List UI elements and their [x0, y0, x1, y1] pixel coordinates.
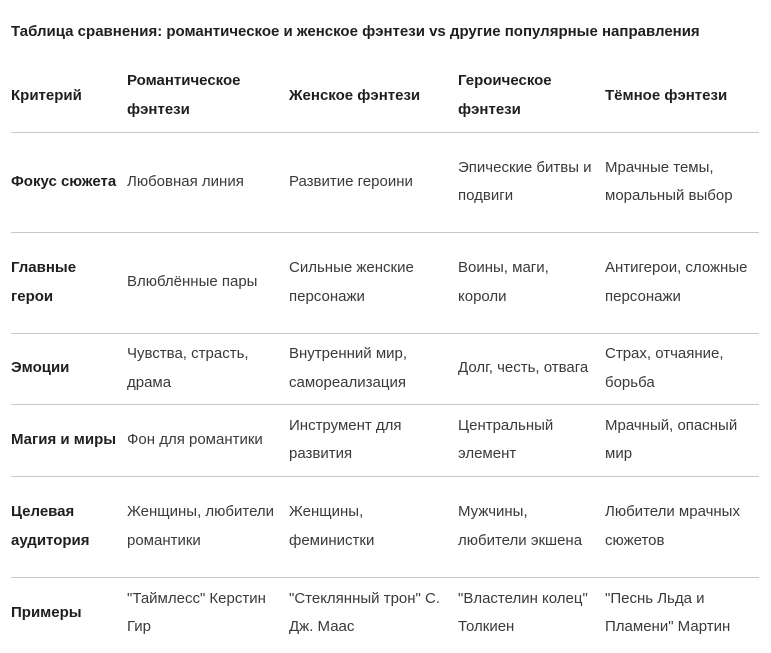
table-cell: Влюблённые пары — [127, 232, 289, 333]
row-label: Магия и миры — [11, 404, 127, 476]
table-row — [11, 232, 759, 333]
table-row — [11, 132, 759, 232]
table-cell: Центральный элемент — [458, 404, 605, 476]
table-row — [11, 333, 759, 404]
header-female-fantasy: Женское фэнтези — [289, 60, 458, 132]
table-row — [11, 476, 759, 577]
table-cell: Инструмент для развития — [289, 404, 458, 476]
table-cell: "Таймлесс" Керстин Гир — [127, 589, 266, 636]
table-cell: Воины, маги, короли — [458, 232, 605, 333]
header-dark-fantasy: Тёмное фэнтези — [605, 60, 759, 132]
row-label: Главные герои — [11, 232, 127, 333]
table-row — [11, 577, 759, 649]
table-cell: Эпические битвы и подвиги — [458, 132, 605, 232]
table-cell: Чувства, страсть, драма — [127, 333, 289, 404]
table-cell: "Властелин колец" Толкиен — [458, 589, 588, 636]
table-cell: Мрачный, опасный мир — [605, 404, 759, 476]
table-cell: Мужчины, любители экшена — [458, 476, 605, 577]
row-label: Примеры — [11, 604, 82, 621]
row-label: Фокус сюжета — [11, 132, 127, 232]
header-heroic-fantasy: Героическое фэнтези — [458, 60, 605, 132]
table-cell: "Стеклянный трон" С. Дж. Маас — [289, 589, 441, 636]
table-cell: Женщины, феминистки — [289, 476, 458, 577]
table-cell: Любители мрачных сюжетов — [605, 476, 759, 577]
table-cell: Страх, отчаяние, борьба — [605, 333, 759, 404]
table-cell: Любовная линия — [127, 132, 289, 232]
table-cell: Мрачные темы, моральный выбор — [605, 132, 759, 232]
table-header-row — [11, 60, 759, 132]
row-label: Целевая аудитория — [11, 476, 127, 577]
table-cell: Женщины, любители романтики — [127, 476, 289, 577]
header-criterion: Критерий — [11, 60, 127, 132]
table-cell: "Песнь Льда и Пламени" Мартин — [605, 589, 731, 636]
table-cell: Развитие героини — [289, 132, 458, 232]
row-label: Эмоции — [11, 333, 127, 404]
table-cell: Долг, честь, отвага — [458, 333, 605, 404]
table-caption: Таблица сравнения: романтическое и женское фэнтези vs другие популярные направления — [11, 23, 700, 40]
table-cell: Сильные женские персонажи — [289, 232, 458, 333]
header-romantic-fantasy: Романтическое фэнтези — [127, 60, 289, 132]
table-cell: Антигерои, сложные персонажи — [605, 232, 759, 333]
table-row — [11, 404, 759, 476]
table-cell: Фон для романтики — [127, 404, 289, 476]
comparison-table — [11, 60, 759, 649]
table-cell: Внутренний мир, самореализация — [289, 333, 458, 404]
